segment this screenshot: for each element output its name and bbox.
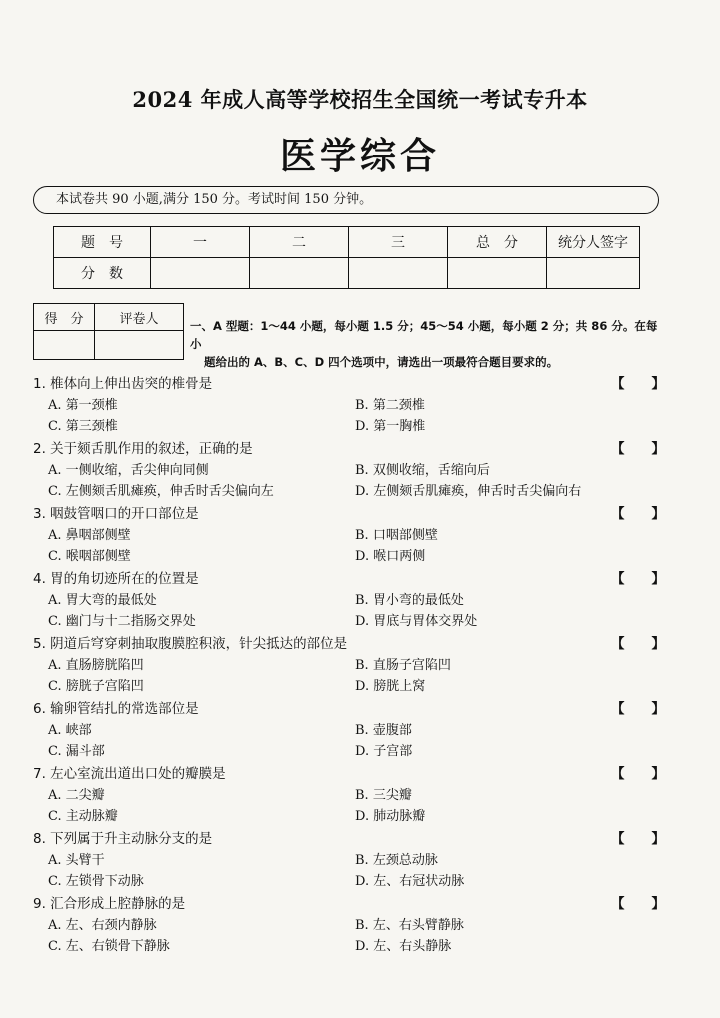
exam-title: 2024 年成人高等学校招生全国统一考试专升本 xyxy=(132,87,588,112)
question-item xyxy=(33,827,673,892)
score-cell: 一 xyxy=(151,227,250,258)
option-b: B. 直肠子宫陷凹 xyxy=(355,658,451,673)
option-a: A. 二尖瓣 xyxy=(48,788,105,803)
question-item xyxy=(33,372,673,437)
score-cell: 题 号 xyxy=(54,227,151,258)
question-stem: 9. 汇合形成上腔静脉的是 xyxy=(33,896,186,912)
section-instructions xyxy=(190,317,660,371)
option-c: C. 左侧颏舌肌瘫痪，伸舌时舌尖偏向左 xyxy=(48,484,274,499)
answer-bracket: 【 】 xyxy=(611,506,665,522)
score-cell: 总 分 xyxy=(448,227,547,258)
option-d: D. 喉口两侧 xyxy=(355,549,426,564)
option-b: B. 三尖瓣 xyxy=(355,788,412,803)
option-a: A. 鼻咽部侧壁 xyxy=(48,528,131,543)
grader-blank xyxy=(34,331,95,360)
grader-label: 评卷人 xyxy=(95,304,184,331)
option-c: C. 喉咽部侧壁 xyxy=(48,549,131,564)
option-b: B. 左、右头臂静脉 xyxy=(355,918,464,933)
question-stem: 1. 椎体向上伸出齿突的椎骨是 xyxy=(33,376,213,392)
subject-title: 医学综合 xyxy=(279,135,440,177)
option-d: D. 胃底与胃体交界处 xyxy=(355,614,478,629)
answer-bracket: 【 】 xyxy=(611,766,665,782)
score-cell: 分 数 xyxy=(54,258,151,289)
option-c: C. 漏斗部 xyxy=(48,744,105,759)
option-d: D. 子宫部 xyxy=(355,744,413,759)
option-c: C. 膀胱子宫陷凹 xyxy=(48,679,144,694)
option-b: B. 壶腹部 xyxy=(355,723,412,738)
grader-box xyxy=(33,303,184,360)
option-b: B. 口咽部侧壁 xyxy=(355,528,438,543)
option-a: A. 左、右颈内静脉 xyxy=(48,918,157,933)
score-input-cell xyxy=(547,258,640,289)
score-input-cell xyxy=(448,258,547,289)
question-stem: 3. 咽鼓管咽口的开口部位是 xyxy=(33,506,199,522)
question-stem: 5. 阴道后穹穿刺抽取腹膜腔积液，针尖抵达的部位是 xyxy=(33,636,348,652)
score-cell: 二 xyxy=(250,227,349,258)
question-stem: 7. 左心室流出道出口处的瓣膜是 xyxy=(33,766,226,782)
answer-bracket: 【 】 xyxy=(611,376,665,392)
score-input-cell xyxy=(349,258,448,289)
option-a: A. 胃大弯的最低处 xyxy=(48,593,157,608)
option-c: C. 幽门与十二指肠交界处 xyxy=(48,614,196,629)
option-a: A. 直肠膀胱陷凹 xyxy=(48,658,144,673)
option-a: A. 头臂干 xyxy=(48,853,105,868)
option-c: C. 主动脉瓣 xyxy=(48,809,118,824)
option-d: D. 膀胱上窝 xyxy=(355,679,426,694)
option-d: D. 左、右头静脉 xyxy=(355,939,452,954)
score-table xyxy=(53,226,640,289)
question-item xyxy=(33,697,673,762)
option-b: B. 左颈总动脉 xyxy=(355,853,438,868)
question-stem: 6. 输卵管结扎的常选部位是 xyxy=(33,701,199,717)
question-item xyxy=(33,892,673,957)
answer-bracket: 【 】 xyxy=(611,896,665,912)
score-cell: 三 xyxy=(349,227,448,258)
question-item xyxy=(33,437,673,502)
answer-bracket: 【 】 xyxy=(611,636,665,652)
option-d: D. 左、右冠状动脉 xyxy=(355,874,465,889)
question-stem: 2. 关于颏舌肌作用的叙述，正确的是 xyxy=(33,441,253,457)
section-line: 一、A 型题：1～44 小题，每小题 1.5 分；45～54 小题，每小题 2 分；共 86 分。在每小 xyxy=(190,319,658,351)
option-d: D. 第一胸椎 xyxy=(355,419,426,434)
option-c: C. 第三颈椎 xyxy=(48,419,118,434)
question-item xyxy=(33,502,673,567)
question-item xyxy=(33,567,673,632)
option-d: D. 肺动脉瓣 xyxy=(355,809,426,824)
question-list xyxy=(33,372,673,957)
option-a: A. 第一颈椎 xyxy=(48,398,118,413)
answer-bracket: 【 】 xyxy=(611,571,665,587)
score-cell: 统分人签字 xyxy=(547,227,640,258)
question-stem: 4. 胃的角切迹所在的位置是 xyxy=(33,571,199,587)
question-item xyxy=(33,632,673,697)
option-c: C. 左锁骨下动脉 xyxy=(48,874,144,889)
score-input-cell xyxy=(151,258,250,289)
section-line: 题给出的 A、B、C、D 四个选项中，请选出一项最符合题目要求的。 xyxy=(204,355,559,369)
option-a: A. 一侧收缩，舌尖伸向同侧 xyxy=(48,463,209,478)
option-c: C. 左、右锁骨下静脉 xyxy=(48,939,170,954)
option-a: A. 峡部 xyxy=(48,723,92,738)
exam-instructions: 本试卷共 90 小题,满分 150 分。考试时间 150 分钟。 xyxy=(33,186,659,214)
score-label: 得 分 xyxy=(34,304,95,331)
answer-bracket: 【 】 xyxy=(611,831,665,847)
answer-bracket: 【 】 xyxy=(611,441,665,457)
question-stem: 8. 下列属于升主动脉分支的是 xyxy=(33,831,213,847)
option-d: D. 左侧颏舌肌瘫痪，伸舌时舌尖偏向右 xyxy=(355,484,582,499)
score-input-cell xyxy=(250,258,349,289)
option-b: B. 第二颈椎 xyxy=(355,398,425,413)
score-table-value-row xyxy=(54,258,640,289)
score-table-header-row xyxy=(54,227,640,258)
option-b: B. 胃小弯的最低处 xyxy=(355,593,464,608)
answer-bracket: 【 】 xyxy=(611,701,665,717)
grader-blank xyxy=(95,331,184,360)
option-b: B. 双侧收缩，舌缩向后 xyxy=(355,463,490,478)
question-item xyxy=(33,762,673,827)
